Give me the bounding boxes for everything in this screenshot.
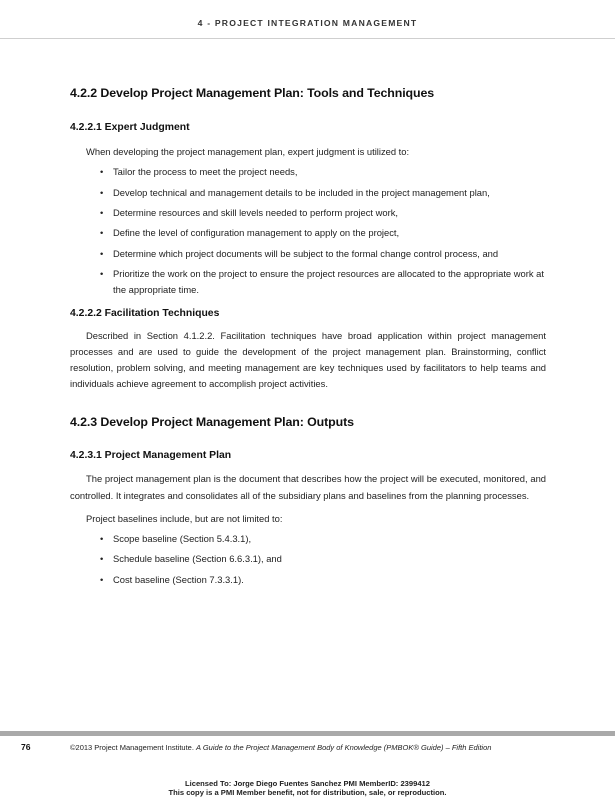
expert-judgment-intro: When developing the project management plan, expert judgment is utilized to:: [86, 146, 410, 157]
list-item: [70, 225, 546, 241]
list-item-text: Tailor the process to meet the project needs,: [113, 166, 298, 178]
project-management-plan-body: The project management plan is the document that describes how the project will be executed, monitored, and controlled. It integrates and consolidates all of the subsidiary plans and baselines from the planning processes.: [70, 473, 546, 501]
list-item-text: Determine resources and skill levels needed to perform project work,: [113, 206, 399, 218]
subsection-heading-expert-judgment: 4.2.2.1 Expert Judgment: [70, 122, 190, 133]
list-item-text: Schedule baseline (Section 6.6.3.1), and: [113, 553, 282, 565]
list-item: [70, 531, 546, 547]
bullet-icon: •: [100, 166, 104, 178]
list-item: [70, 266, 546, 298]
list-item: [70, 205, 546, 221]
footer-copyright: [70, 743, 491, 752]
bullet-icon: •: [100, 206, 104, 218]
list-item-text: Develop technical and management details to be included in the project management plan,: [113, 186, 490, 198]
copyright-text: ©2013 Project Management Institute.: [70, 743, 194, 752]
baselines-list: [70, 531, 546, 588]
list-item-text: Cost baseline (Section 7.3.3.1).: [113, 573, 244, 585]
page-number: 76: [21, 742, 31, 752]
bullet-icon: •: [100, 247, 104, 259]
subsection-heading-facilitation: 4.2.2.2 Facilitation Techniques: [70, 307, 220, 319]
bullet-icon: •: [100, 573, 104, 585]
section-heading-4-2-3: 4.2.3 Develop Project Management Plan: Outputs: [70, 415, 354, 430]
license-notice: This copy is a PMI Member benefit, not for distribution, sale, or reproduction.: [168, 788, 447, 797]
page-body: [70, 86, 546, 592]
bullet-icon: •: [100, 553, 104, 565]
list-item: [70, 246, 546, 262]
list-item: [70, 185, 546, 201]
footer-bar: [0, 731, 615, 736]
facilitation-body: Described in Section 4.1.2.2. Facilitation techniques have broad application within project management processes and are used to guide the development of the project management plan. Brainstorming, conflict resolution, problem solving, and meeting management are key techniques used by facilitators to help teams and individuals achieve agreement to accomplish project activities.: [70, 329, 546, 390]
bullet-icon: •: [100, 227, 104, 239]
header-divider: [0, 38, 615, 39]
running-head-title: 4 - PROJECT INTEGRATION MANAGEMENT: [197, 18, 418, 28]
bullet-icon: •: [100, 268, 104, 280]
expert-judgment-list: [70, 164, 546, 298]
guide-title: A Guide to the Project Management Body of Knowledge (PMBOK® Guide) – Fifth Edition: [196, 743, 492, 752]
list-item-text: Define the level of configuration management to apply on the project,: [113, 227, 400, 239]
list-item-text: Scope baseline (Section 5.4.3.1),: [113, 532, 252, 544]
list-item: [70, 551, 546, 567]
list-item-text: Determine which project documents will be subject to the formal change control process, and: [113, 247, 499, 259]
bullet-icon: •: [100, 532, 104, 544]
section-heading-4-2-2: 4.2.2 Develop Project Management Plan: Tools and Techniques: [70, 86, 435, 100]
bullet-icon: •: [100, 186, 104, 198]
license-line: Licensed To: Jorge Diego Fuentes Sanchez PMI MemberID: 2399412: [184, 779, 431, 788]
subsection-heading-project-management-plan: 4.2.3.1 Project Management Plan: [70, 450, 232, 462]
list-item: [70, 572, 546, 588]
list-item-text: Prioritize the work on the project to ensure the project resources are allocated to the appropriate work at the appropriate time.: [113, 268, 544, 296]
baselines-intro: Project baselines include, but are not limited to:: [86, 512, 283, 524]
list-item: [70, 164, 546, 180]
